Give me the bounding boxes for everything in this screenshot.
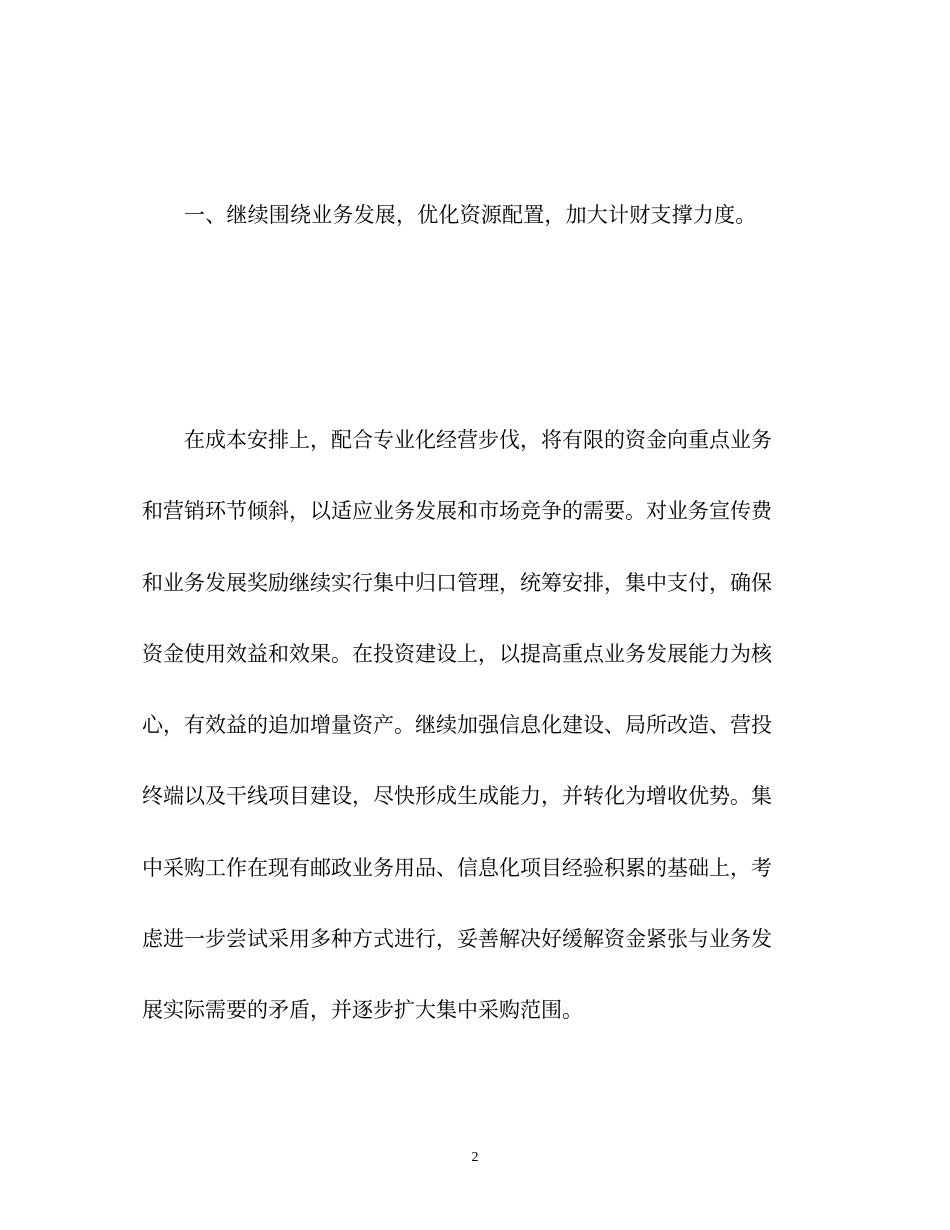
paragraph-line: 心，有效益的追加增量资产。继续加强信息化建设、局所改造、营投 [142, 713, 772, 738]
paragraph-line: 资金使用效益和效果。在投资建设上，以提高重点业务发展能力为核 [142, 641, 772, 666]
paragraph-line: 在成本安排上，配合专业化经营步伐，将有限的资金向重点业务 [184, 428, 772, 452]
page-number: 2 [471, 1150, 479, 1165]
body-paragraph [142, 420, 802, 1062]
paragraph-line: 和营销环节倾斜，以适应业务发展和市场竞争的需要。对业务宣传费 [142, 499, 772, 524]
paragraph-line: 虑进一步尝试采用多种方式进行，妥善解决好缓解资金紧张与业务发 [142, 927, 772, 952]
paragraph-line: 展实际需要的矛盾，并逐步扩大集中采购范围。 [142, 998, 583, 1023]
paragraph-line: 中采购工作在现有邮政业务用品、信息化项目经验积累的基础上，考 [142, 855, 772, 880]
paragraph-line: 和业务发展奖励继续实行集中归口管理，统筹安排，集中支付，确保 [142, 570, 772, 595]
paragraph-line: 终端以及干线项目建设，尽快形成生成能力，并转化为增收优势。集 [142, 784, 772, 809]
section-heading: 一、继续围绕业务发展，优化资源配置，加大计财支撑力度。 [184, 203, 757, 227]
